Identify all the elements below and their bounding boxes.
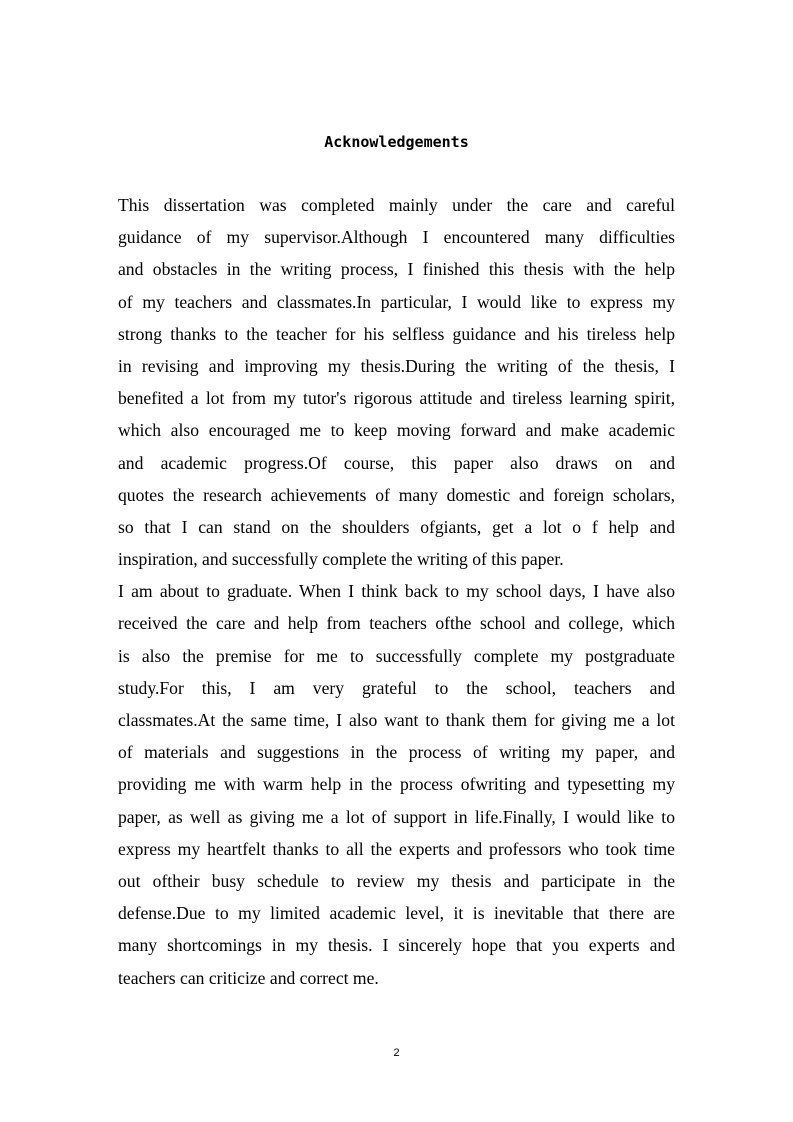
text-line: strong thanks to the teacher for his selfless guidance and his tireless help xyxy=(118,323,675,344)
text-line: teachers can criticize and correct me. xyxy=(118,967,379,988)
text-line: and academic progress.Of course, this paper also draws on and xyxy=(118,452,675,473)
text-line: and obstacles in the writing process, I finished this thesis with the help xyxy=(118,259,675,280)
text-line: express my heartfelt thanks to all the experts and professors who took time xyxy=(118,838,675,859)
text-line: of materials and suggestions in the process of writing my paper, and xyxy=(118,742,675,763)
text-line: study.For this, I am very grateful to the school, teachers and xyxy=(118,677,675,698)
text-line: is also the premise for me to successfully complete my postgraduate xyxy=(118,645,675,666)
text-line: guidance of my supervisor.Although I encountered many difficulties xyxy=(118,227,675,248)
text-line: received the care and help from teachers ofthe school and college, which xyxy=(118,613,675,634)
text-line: classmates.At the same time, I also want to thank them for giving me a lot xyxy=(118,710,675,730)
paragraph-1 xyxy=(118,189,675,575)
text-line: benefited a lot from my tutor's rigorous attitude and tireless learning spirit, xyxy=(118,388,675,409)
text-line: inspiration, and successfully complete the writing of this paper. xyxy=(118,549,564,570)
text-line: defense.Due to my limited academic level, it is inevitable that there are xyxy=(118,903,675,924)
text-line: providing me with warm help in the process ofwriting and typesetting my xyxy=(118,774,675,795)
text-line: which also encouraged me to keep moving forward and make academic xyxy=(118,420,675,441)
text-line: out oftheir busy schedule to review my thesis and participate in the xyxy=(118,870,675,891)
text-line: many shortcomings in my thesis. I sincerely hope that you experts and xyxy=(118,935,675,956)
text-line: I am about to graduate. When I think back to my school days, I have also xyxy=(118,581,675,602)
text-line: of my teachers and classmates.In particular, I would like to express my xyxy=(118,291,675,312)
page-title: Acknowledgements xyxy=(324,133,469,151)
body-text xyxy=(118,189,675,994)
page-number: 2 xyxy=(393,1047,400,1059)
paragraph-2 xyxy=(118,575,675,993)
text-line: quotes the research achievements of many domestic and foreign scholars, xyxy=(118,484,675,505)
text-line: so that I can stand on the shoulders ofgiants, get a lot o f help and xyxy=(118,516,675,537)
text-line: paper, as well as giving me a lot of support in life.Finally, I would like to xyxy=(118,806,675,827)
text-line: This dissertation was completed mainly under the care and careful xyxy=(118,195,675,215)
text-line: in revising and improving my thesis.During the writing of the thesis, I xyxy=(118,355,675,376)
